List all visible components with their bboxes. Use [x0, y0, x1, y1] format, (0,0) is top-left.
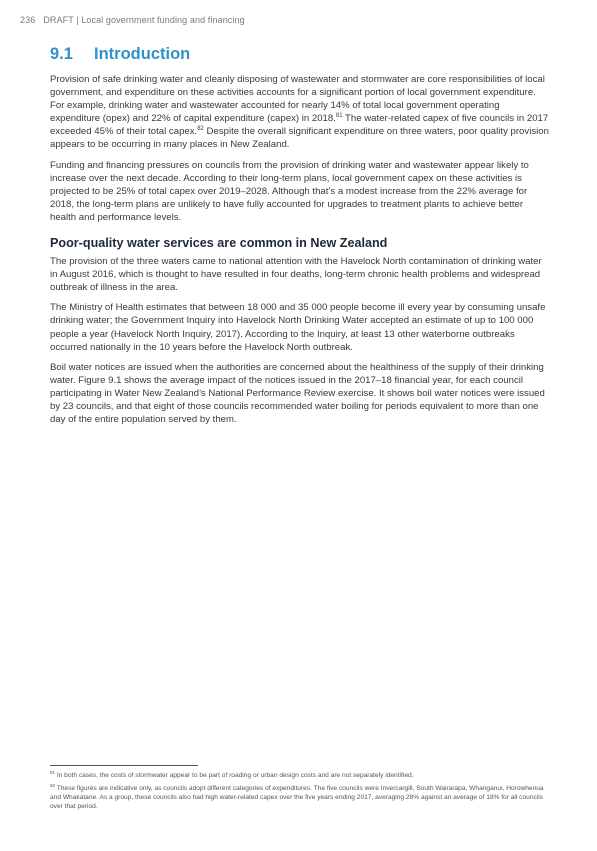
subsection-heading: Poor-quality water services are common in New Zealand: [50, 236, 388, 251]
main-content: [50, 44, 550, 433]
footnotes: [50, 771, 550, 815]
footnote-81: [50, 771, 550, 780]
footnote-marker: 81: [50, 769, 56, 775]
intro-paragraph-2: Funding and financing pressures on councils from the provision of drinking water and wastewater appear likely to increase over the next decade. According to their long-term plans, local government capex on these activities is projected to be 25% of total capex over 2019–2028. Although that’s a modest increase from the 22% average for 2018, the long-term plans are unlikely to have fully accounted for upgrades to treatment plants to achieve better health and performance levels.: [50, 159, 529, 223]
footnote-text: These figures are indicative only, as councils adopt different categories of expenditures. The five councils were Invercargill, South Wairarapa, Whanganui, Horowhenua and Whakatane. As a group, these councils also had high water-related capex over the five years ending 2017, averaging 28% against an average of 18% for all councils over that period.: [50, 785, 544, 810]
footnote-text: In both cases, the costs of stormwater appear to be part of roading or urban design costs and are not separately identified.: [55, 772, 414, 779]
page-number: 236: [20, 15, 36, 25]
footnote-divider: [50, 765, 198, 766]
footnote-marker: 82: [50, 782, 56, 788]
section-title: Introduction: [94, 45, 191, 63]
subsection-paragraph-3: Boil water notices are issued when the authorities are concerned about the healthiness of the supply of their drinking water. Figure 9.1 shows the average impact of the notices issued in the 2017–18 financial year, for each council participating in Water New Zealand’s National Performance Review exercise. It shows boil water notices were issued by 23 councils, and that eight of those councils recommended water boiling for periods equivalent to more than one day of the entire population served by them.: [50, 361, 545, 426]
footnote-ref-81[interactable]: 81: [335, 113, 343, 120]
section-heading: [50, 44, 550, 64]
subsection-paragraph-2: The Ministry of Health estimates that between 18 000 and 35 000 people become ill every year by consuming unsafe drinking water; the Government Inquiry into Havelock North Drinking Water accepted an estimate of up to 100 000 people a year (Havelock North Inquiry, 2017). According to the Inquiry, at least 13 other waterborne outbreaks occurred nationally in the 10 years before the Havelock North outbreak.: [50, 302, 546, 353]
section-number: 9.1: [50, 45, 73, 63]
running-header: [20, 15, 245, 25]
intro-paragraph-1: [50, 73, 550, 152]
footnote-82: [50, 784, 550, 811]
footnote-ref-82[interactable]: 82: [197, 126, 204, 133]
intro-p1-part-b: The water-related capex of five councils in 2017 exceeded 45% of their total capex.: [50, 113, 549, 138]
running-title: DRAFT | Local government funding and financing: [43, 15, 245, 25]
subsection-paragraph-1: The provision of the three waters came to national attention with the Havelock North contamination of drinking water in August 2016, which is thought to have resulted in four deaths, long-term chronic health problems and widespread outbreak of illness in the area.: [50, 256, 542, 294]
intro-p1-part-a: Provision of safe drinking water and cleanly disposing of wastewater and stormwater are core responsibilities of local government, and expenditure on these activities accounts for a significant portion of local government expenditure. For example, drinking water and wastewater accounted for nearly 14% of total local government operating expenditure (opex) and 22% of capital expenditure (capex) in 2018.: [50, 74, 545, 125]
intro-p1-part-c: Despite the overall significant expenditure on three waters, poor quality provision appears to be occurring in many places in New Zealand.: [50, 126, 549, 151]
